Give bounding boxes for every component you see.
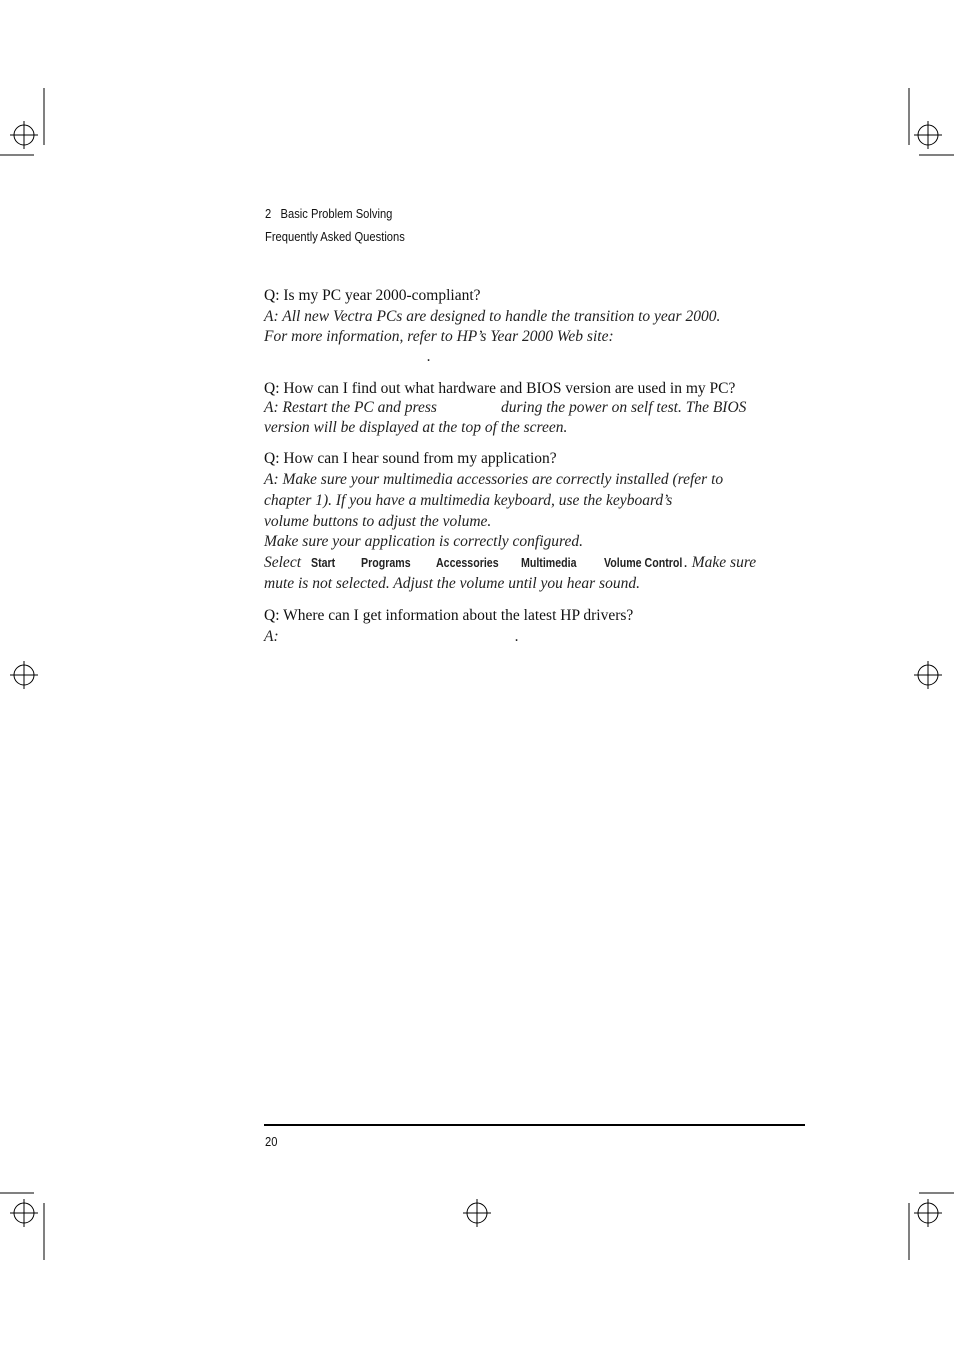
- faq-answer-1-line-1: A: All new Vectra PCs are designed to handle the transition to year 2000.: [264, 308, 721, 325]
- faq-answer-2-line-1a: A: Restart the PC and press: [264, 399, 437, 416]
- faq-answer-3-line-2: chapter 1). If you have a multimedia keyboard, use the keyboard’s: [264, 492, 673, 509]
- faq-answer-2-line-1b: during the power on self test. The BIOS: [501, 399, 747, 416]
- faq-answer-3-select-suffix: . Make sure: [684, 554, 757, 571]
- faq-answer-4-period: .: [515, 628, 519, 645]
- faq-answer-3-line-6: mute is not selected. Adjust the volume until you hear sound.: [264, 575, 640, 592]
- faq-question-2: Q: How can I find out what hardware and BIOS version are used in my PC?: [264, 380, 736, 397]
- faq-answer-3-select-prefix: Select: [264, 554, 302, 571]
- registration-mark-mid-right: [914, 661, 942, 689]
- menu-path-start: Start: [311, 556, 336, 570]
- faq-answer-3-line-1: A: Make sure your multimedia accessories are correctly installed (refer to: [264, 471, 724, 488]
- crop-mark-bottom-left: [0, 1193, 44, 1260]
- page-number: 20: [265, 1134, 278, 1149]
- registration-mark-mid-left: [10, 661, 38, 689]
- running-header-section: Frequently Asked Questions: [265, 229, 405, 244]
- faq-answer-3-line-4: Make sure your application is correctly configured.: [264, 533, 583, 550]
- faq-answer-1-period: .: [427, 348, 431, 365]
- chapter-number: 2: [265, 206, 272, 221]
- footer-rule: [264, 1124, 805, 1126]
- menu-path-volume-control: Volume Control: [604, 556, 683, 570]
- faq-answer-4-prefix: A:: [264, 628, 279, 645]
- menu-path-multimedia: Multimedia: [521, 556, 577, 570]
- faq-answer-1-line-2: For more information, refer to HP’s Year 2000 Web site:: [264, 328, 614, 345]
- running-header-chapter: [265, 206, 392, 221]
- faq-question-3: Q: How can I hear sound from my application?: [264, 450, 557, 467]
- crop-mark-top-left: [0, 88, 44, 155]
- crop-mark-bottom-right: [909, 1193, 954, 1260]
- faq-answer-2-line-2: version will be displayed at the top of the screen.: [264, 419, 568, 436]
- faq-answer-3-line-3: volume buttons to adjust the volume.: [264, 513, 492, 530]
- menu-path-programs: Programs: [361, 556, 411, 570]
- faq-question-4: Q: Where can I get information about the latest HP drivers?: [264, 607, 634, 624]
- crop-mark-top-right: [909, 88, 954, 155]
- registration-mark-bottom-center: [463, 1199, 491, 1227]
- faq-question-1: Q: Is my PC year 2000-compliant?: [264, 287, 481, 304]
- menu-path-accessories: Accessories: [436, 556, 499, 570]
- chapter-title: Basic Problem Solving: [280, 206, 393, 221]
